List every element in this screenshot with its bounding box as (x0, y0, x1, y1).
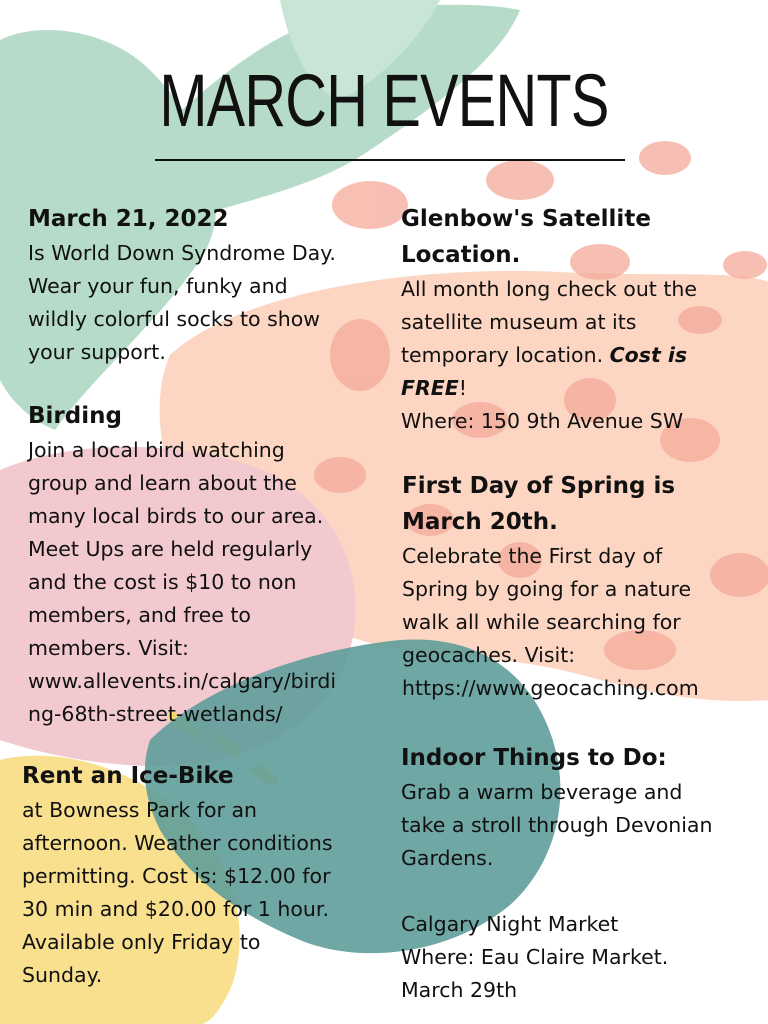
event-text-segment: temporary location. (401, 343, 610, 367)
birding-link-line[interactable]: ng-68th-street-wetlands/ (28, 702, 283, 726)
event-text-line: members, and free to (28, 603, 251, 627)
event-text-line: Gardens. (401, 846, 494, 870)
exclamation: ! (458, 376, 468, 400)
event-text-line: March 29th (401, 978, 518, 1002)
event-text-line: satellite museum at its (401, 310, 637, 334)
title-divider (155, 159, 625, 161)
event-text-line (401, 372, 756, 405)
event-text-line (401, 339, 756, 372)
event-heading: March 21, 2022 (28, 206, 229, 232)
event-text-line: Spring by going for a nature (402, 577, 692, 601)
event-text-line: at Bowness Park for an (22, 798, 258, 822)
event-text-line: Celebrate the First day of (402, 544, 663, 568)
event-text-line: permitting. Cost is: $12.00 for (22, 864, 331, 888)
event-text-line: take a stroll through Devonian (401, 813, 713, 837)
event-text-line: many local birds to our area. (28, 504, 324, 528)
event-text-line: Grab a warm beverage and (401, 780, 683, 804)
event-heading: Birding (28, 403, 122, 429)
event-birding (28, 398, 373, 731)
event-heading: First Day of Spring is (402, 473, 676, 499)
event-world-down-syndrome-day (28, 201, 373, 369)
event-heading: Location. (401, 242, 521, 268)
event-text-line: Join a local bird watching (28, 438, 285, 462)
free-emphasis: FREE (401, 376, 459, 400)
event-heading: Rent an Ice-Bike (22, 763, 234, 789)
event-text-line: wildly colorful socks to show (28, 307, 321, 331)
event-heading: Indoor Things to Do: (401, 745, 667, 771)
event-location: Where: 150 9th Avenue SW (401, 409, 684, 433)
event-first-day-of-spring (402, 468, 757, 705)
cost-emphasis: Cost is (609, 343, 688, 367)
event-text-line: Sunday. (22, 963, 103, 987)
event-text-line: your support. (28, 340, 166, 364)
event-text-line: Where: Eau Claire Market. (401, 945, 669, 969)
event-text-line: group and learn about the (28, 471, 297, 495)
birding-link-line[interactable]: www.allevents.in/calgary/birdi (28, 669, 337, 693)
event-text-line: Is World Down Syndrome Day. (28, 241, 336, 265)
event-heading: Glenbow's Satellite (401, 206, 651, 232)
page-title: MARCH EVENTS (159, 59, 609, 142)
event-text-line: Available only Friday to (22, 930, 261, 954)
event-text-line: All month long check out the (401, 277, 698, 301)
event-text-line: afternoon. Weather conditions (22, 831, 333, 855)
event-text-line: Wear your fun, funky and (28, 274, 288, 298)
event-text-line: geocaches. Visit: (402, 643, 576, 667)
event-glenbow-satellite (401, 201, 756, 438)
event-text-line: Meet Ups are held regularly (28, 537, 313, 561)
event-text-line: walk all while searching for (402, 610, 681, 634)
event-ice-bike (22, 758, 372, 992)
event-text-line: Calgary Night Market (401, 912, 619, 936)
event-indoor-things (401, 740, 756, 1007)
event-heading: March 20th. (402, 509, 558, 535)
event-text-line: and the cost is $10 to non (28, 570, 297, 594)
geocaching-link[interactable]: https://www.geocaching.com (402, 676, 699, 700)
event-text-line: members. Visit: (28, 636, 189, 660)
event-text-line: 30 min and $20.00 for 1 hour. (22, 897, 329, 921)
